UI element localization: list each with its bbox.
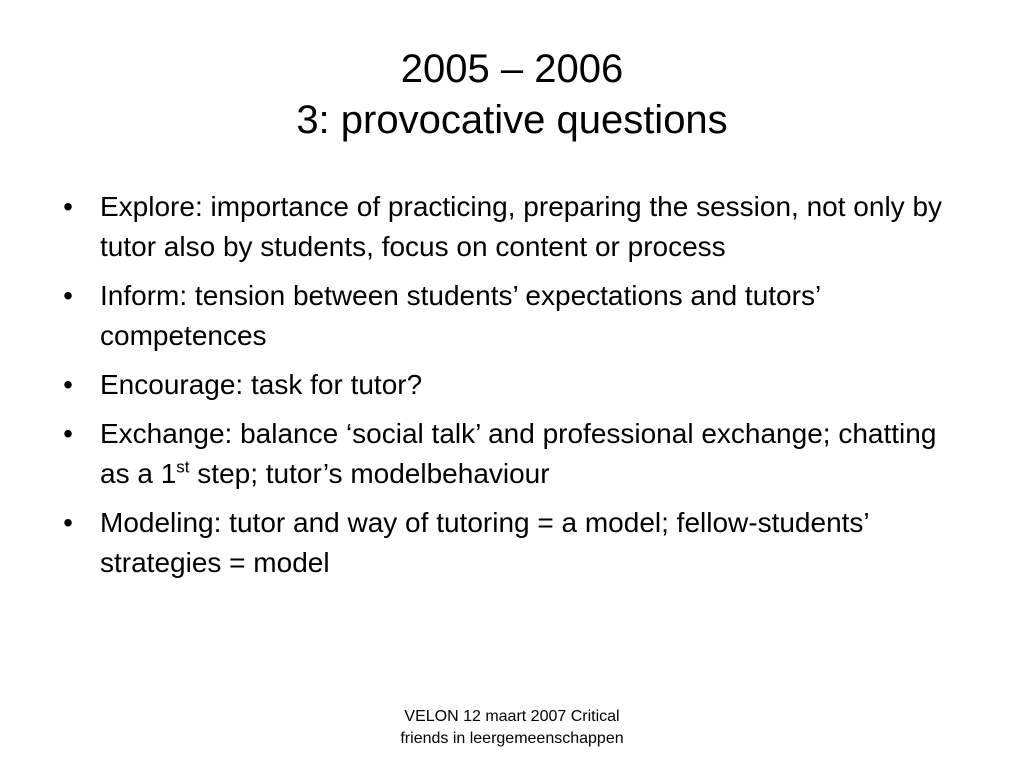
bullet-dot-icon: • [63, 191, 73, 222]
bullet-exchange [58, 414, 968, 494]
bullet-explore [58, 187, 968, 267]
ordinal-superscript: st [176, 457, 190, 477]
bullet-dot-icon: • [63, 418, 73, 449]
bullet-text-after: step; tutor’s modelbehaviour [189, 458, 550, 489]
bullet-text: Modeling: tutor and way of tutoring = a model; fellow-students’ strategies = model [100, 507, 869, 578]
title-line-topic: 3: provocative questions [296, 98, 728, 142]
slide-footer [312, 706, 712, 750]
slide-title [0, 44, 1024, 146]
footer-line-1: VELON 12 maart 2007 Critical [404, 708, 620, 725]
bullet-text: Inform: tension between students’ expectations and tutors’ competences [100, 280, 821, 351]
bullet-text: Encourage: task for tutor? [100, 369, 423, 400]
bullet-text [100, 418, 936, 489]
footer-line-2: friends in leergemeenschappen [400, 730, 624, 747]
bullet-dot-icon: • [63, 507, 73, 538]
bullet-list [58, 187, 968, 592]
bullet-inform [58, 276, 968, 356]
bullet-modeling [58, 503, 968, 583]
bullet-dot-icon: • [63, 369, 73, 400]
title-line-years: 2005 – 2006 [400, 47, 624, 91]
bullet-text-before: Exchange: balance ‘social talk’ and professional exchange; chatting as a 1 [100, 418, 937, 489]
bullet-text: Explore: importance of practicing, preparing the session, not only by tutor also by students, focus on content or process [100, 191, 943, 262]
bullet-encourage [58, 365, 968, 405]
bullet-dot-icon: • [63, 280, 73, 311]
